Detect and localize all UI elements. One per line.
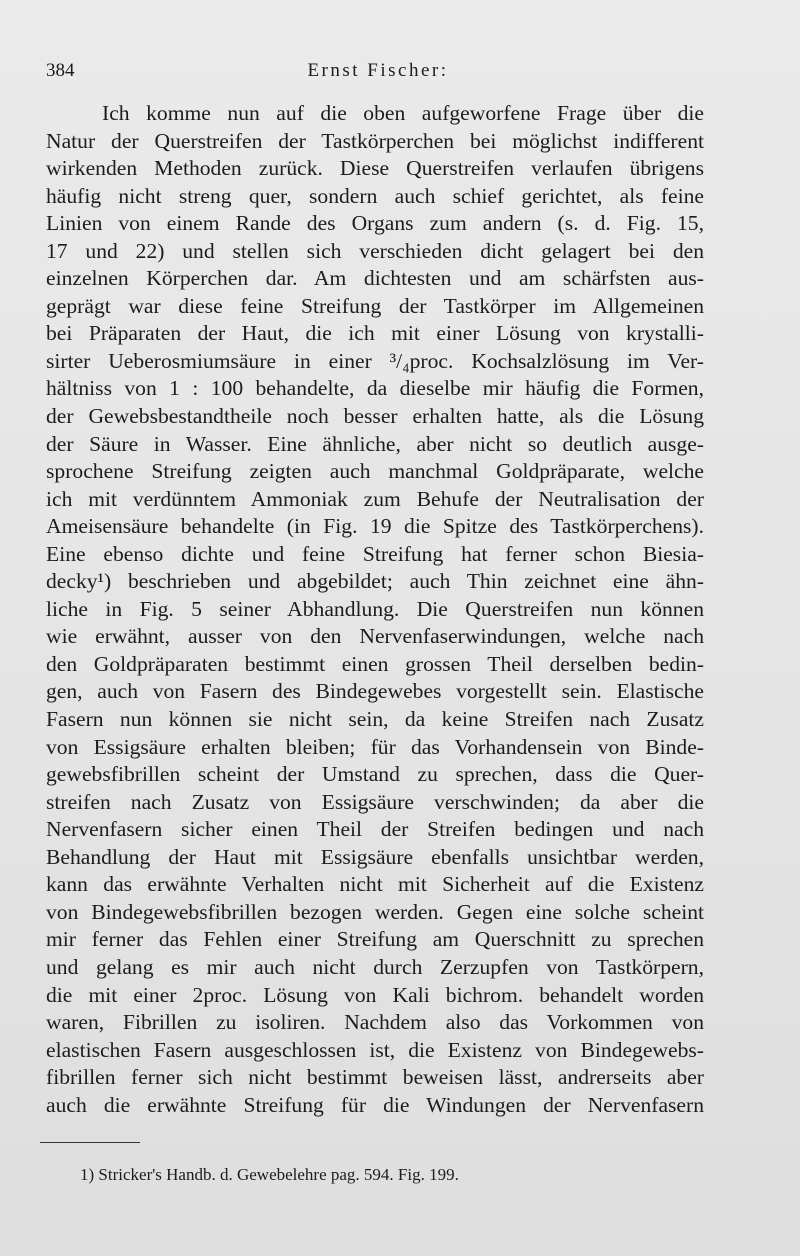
- text-line: liche in Fig. 5 seiner Abhandlung. Die Querstreifen nun können: [46, 596, 704, 621]
- text-line: sprochene Streifung zeigten auch manchmal Goldpräparate, welche: [46, 459, 704, 484]
- text-line: einzelnen Körperchen dar. Am dichtesten und am schärfsten aus-: [46, 266, 704, 291]
- text-line: gen, auch von Fasern des Bindegewebes vorgestellt sein. Elastische: [46, 679, 704, 704]
- text-line: und gelang es mir auch nicht durch Zerzupfen von Tastkörpern,: [46, 954, 704, 979]
- text-line: Eine ebenso dichte und feine Streifung hat ferner schon Biesia-: [46, 541, 704, 566]
- text-line: wie erwähnt, ausser von den Nervenfaserwindungen, welche nach: [46, 624, 704, 649]
- text-line: sirter Ueberosmiumsäure in einer ³/₄proc. Kochsalzlösung im Ver-: [46, 348, 704, 373]
- text-line: ich mit verdünntem Ammoniak zum Behufe der Neutralisation der: [46, 486, 704, 511]
- text-line: der Säure in Wasser. Eine ähnliche, aber nicht so deutlich ausge-: [46, 431, 704, 456]
- text-line: waren, Fibrillen zu isoliren. Nachdem also das Vorkommen von: [46, 1010, 704, 1035]
- body-text: [46, 100, 704, 1119]
- text-line: Behandlung der Haut mit Essigsäure ebenfalls unsichtbar werden,: [46, 844, 704, 869]
- text-line: mir ferner das Fehlen einer Streifung am Querschnitt zu sprechen: [46, 927, 704, 952]
- text-line: Ameisensäure behandelte (in Fig. 19 die Spitze des Tastkörperchens).: [46, 514, 704, 539]
- text-line: häufig nicht streng quer, sondern auch schief gerichtet, als feine: [46, 183, 704, 208]
- page-number: 384: [46, 60, 75, 81]
- text-line: hältniss von 1 : 100 behandelte, da dieselbe mir häufig die Formen,: [46, 376, 704, 401]
- text-line: 17 und 22) und stellen sich verschieden dicht gelagert bei den: [46, 238, 704, 263]
- text-line: Nervenfasern sicher einen Theil der Streifen bedingen und nach: [46, 817, 704, 842]
- text-line: geprägt war diese feine Streifung der Tastkörper im Allgemeinen: [46, 293, 704, 318]
- text-line: Fasern nun können sie nicht sein, da keine Streifen nach Zusatz: [46, 707, 704, 732]
- text-line: decky¹) beschrieben und abgebildet; auch Thin zeichnet eine ähn-: [46, 569, 704, 594]
- footnote: 1) Stricker's Handb. d. Gewebelehre pag. 594. Fig. 199.: [80, 1165, 459, 1184]
- text-line: Linien von einem Rande des Organs zum andern (s. d. Fig. 15,: [46, 211, 704, 236]
- running-head: Ernst Fischer:: [307, 60, 449, 81]
- text-line: bei Präparaten der Haut, die ich mit einer Lösung von krystalli-: [46, 321, 704, 346]
- text-line: den Goldpräparaten bestimmt einen grossen Theil derselben bedin-: [46, 651, 704, 676]
- text-line: von Bindegewebsfibrillen bezogen werden. Gegen eine solche scheint: [46, 899, 704, 924]
- text-line: wirkenden Methoden zurück. Diese Querstreifen verlaufen übrigens: [46, 156, 704, 181]
- text-line: gewebsfibrillen scheint der Umstand zu sprechen, dass die Quer-: [46, 762, 704, 787]
- text-line: von Essigsäure erhalten bleiben; für das Vorhandensein von Binde-: [46, 734, 704, 759]
- text-line: Natur der Querstreifen der Tastkörperchen bei möglichst indifferent: [46, 128, 704, 153]
- page-header: [46, 56, 710, 86]
- text-line: der Gewebsbestandtheile noch besser erhalten hatte, als die Lösung: [46, 404, 704, 429]
- text-line: elastischen Fasern ausgeschlossen ist, die Existenz von Bindegewebs-: [46, 1037, 704, 1062]
- text-line: streifen nach Zusatz von Essigsäure verschwinden; da aber die: [46, 789, 704, 814]
- text-line: Ich komme nun auf die oben aufgeworfene Frage über die: [102, 101, 704, 125]
- footnote-divider: [40, 1142, 140, 1143]
- text-line: kann das erwähnte Verhalten nicht mit Sicherheit auf die Existenz: [46, 872, 704, 897]
- text-line: die mit einer 2proc. Lösung von Kali bichrom. behandelt worden: [46, 982, 704, 1007]
- text-line: auch die erwähnte Streifung für die Windungen der Nervenfasern: [46, 1092, 704, 1117]
- text-line: fibrillen ferner sich nicht bestimmt beweisen lässt, andrerseits aber: [46, 1065, 704, 1090]
